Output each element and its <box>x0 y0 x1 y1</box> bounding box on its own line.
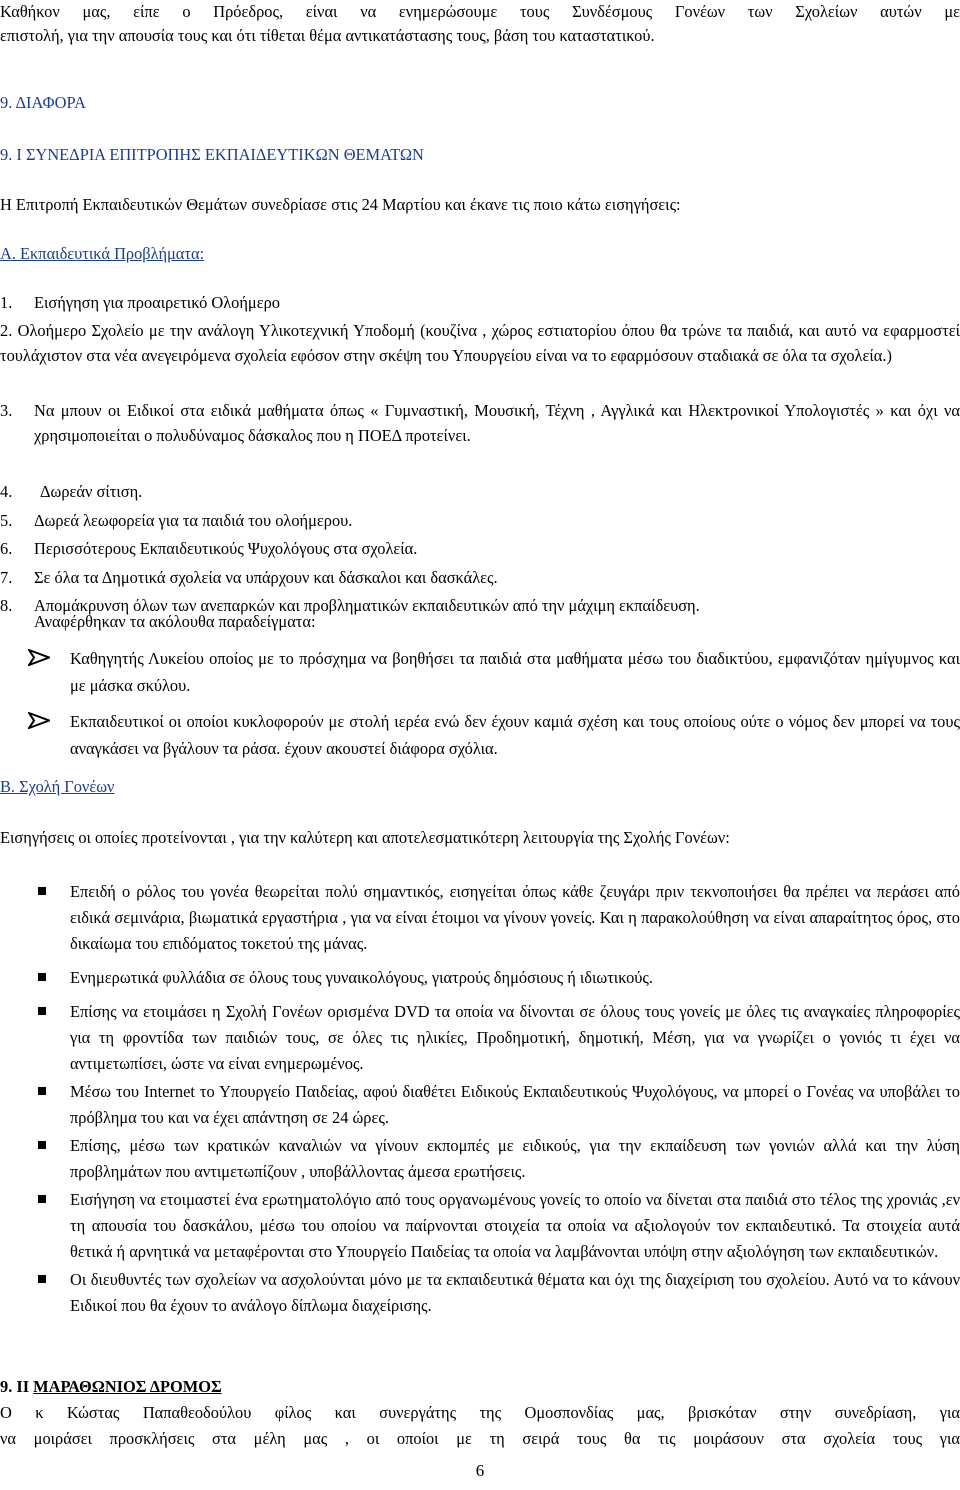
bullet-item <box>0 879 960 957</box>
list-item-text: Απομάκρυνση όλων των ανεπαρκών και προβληματικών εκπαιδευτικών από την μάχιμη εκπαίδευση. <box>34 596 700 615</box>
section-9-2-paragraph <box>0 1400 960 1452</box>
section-a-item-2 <box>0 318 960 368</box>
section-b-bullets <box>0 879 960 1319</box>
example-item <box>0 645 960 699</box>
bullet-text: Ενημερωτικά φυλλάδια σε όλους τους γυναικολόγους, γιατρούς δημόσιους ή ιδιωτικούς. <box>70 968 654 987</box>
section-b-intro: Εισηγήσεις οι οποίες προτείνονται , για την καλύτερη και αποτελεσματικότερη λειτουργία της Σχολής Γονέων: <box>0 828 730 847</box>
section-a-title: Α. Εκπαιδευτικά Προβλήματα: <box>0 244 205 263</box>
bullet-text: Επίσης να ετοιμάσει η Σχολή Γονέων ορισμένα DVD τα οποία να δίνονται σε όλους τους γονείς με όλες τις αναγκαίες πληροφορίες για τη φροντίδα των παιδιών τους, σε όλες τις ηλικίες, Προδημοτική, δημοτική, Μέση, για να γνωρίζει ο γονιός τι έχει να αντιμετωπίσει, ώστε να είναι ενημερωμένος. <box>70 1002 960 1073</box>
example-text: Καθηγητής Λυκείου οποίος με το πρόσχημα να βοηθήσει τα παιδιά στα μαθήματα μέσω του διαδικτύου, εμφανιζόταν ημίγυμνος και με μάσκα σκύλου. <box>70 649 960 695</box>
bullet-text: Μέσω του Internet το Υπουργείο Παιδείας, αφού διαθέτει Ειδικούς Εκπαιδευτικούς Ψυχολόγους, να μπορεί ο Γονέας να υποβάλει το πρόβλημα του και να έχει απάντηση σε 24 ώρες. <box>70 1082 960 1127</box>
section-9-2-prefix: 9. ΙΙ <box>0 1377 30 1396</box>
example-text: Εκπαιδευτικοί οι οποίοι κυκλοφορούν με στολή ιερέα ενώ δεν έχουν καμιά σχέση και τους οποίους ούτε ο νόμος δεν μπορεί να τους αναγκάσει να βγάλουν τα ράσα. έχουν ακουστεί διάφορα σχόλια. <box>70 712 960 758</box>
page-number: 6 <box>475 1461 485 1480</box>
list-item <box>0 318 960 368</box>
list-item-number: 5. <box>0 510 13 530</box>
section-9-2-line-2: να μοιράσει προσκλήσεις στα μέλη μας , οι οποίοι με τη σειρά τους θα τις μοιράσουν στα σχολεία τους για <box>0 1429 960 1448</box>
intro-line-1: Καθήκον μας, είπε ο Πρόεδρος, είναι να ενημερώσουμε τους Συνδέσμους Γονέων των Σχολείων αυτών με <box>0 2 960 21</box>
bullet-text: Εισήγηση να ετοιμαστεί ένα ερωτηματολόγιο από τους οργανωμένους γονείς το οποίο να δίνεται στα παιδιά στο τέλος της χρονιάς ,εν τη απουσία του δασκάλου, μέσω του οποίου να παίρνονται στοιχεία τα οποία να αξιολογούν τον εκπαιδευτικό. Τα στοιχεία αυτά θετικά ή αρνητικά να μεταφέρονται στο Υπουργείο Παιδείας τα οποία να λαμβάνονται υπόψη στην αξιολόγηση των εκπαιδευτικών. <box>70 1190 960 1261</box>
intro-line-2: επιστολή, για την απουσία τους και ότι τίθεται θέμα αντικατάστασης τους, βάση του καταστατικού. <box>0 26 655 45</box>
arrow-bullet-icon <box>28 649 50 666</box>
section-9-2-title: ΜΑΡΑΘΩΝΙΟΣ ΔΡΟΜΟΣ <box>33 1377 222 1396</box>
section-9-2-heading <box>0 1375 960 1399</box>
list-item-text: Δωρεάν σίτιση. <box>40 482 143 501</box>
list-item-number: 4. <box>0 482 13 501</box>
bullet-text: Οι διευθυντές των σχολείων να ασχολούνται μόνο με τα εκπαιδευτικά θέματα και όχι της διαχείριση του σχολείου. Αυτό να το κάνουν Ειδικοί που θα έχουν το ανάλογο δίπλωμα διαχείρισης. <box>70 1270 960 1315</box>
bullet-item <box>0 999 960 1077</box>
list-item-number: 6. <box>0 539 13 558</box>
bullet-text: Επειδή ο ρόλος του γονέα θεωρείται πολύ σημαντικός, εισηγείται όπως κάθε ζευγάρι πριν τεκνοποιήσει θα πρέπει να περάσει από ειδικά σεμινάρια, βιωματικά εργαστήρια , για να είναι έτοιμοι να γίνουν γονείς. Και η παρακολούθηση να είναι απαραίτητος όρος, στο δικαίωμα του επιδόματος τοκετού της μάνας. <box>70 882 960 953</box>
list-item <box>0 535 960 564</box>
list-item-text: Ολοήμερο Σχολείο με την ανάλογη Υλικοτεχνική Υποδομή (κουζίνα , χώρος εστιατορίου όπου θα τρώνε τα παιδιά, και αυτό να εφαρμοστεί τουλάχιστον στα νέα ανεγειρόμενα σχολεία εφόσον στην σκέψη του Υπουργείου είναι να το εφαρμόσουν σταδιακά σε όλα τα σχολεία.) <box>0 321 960 365</box>
section-9-2-line-1: Ο κ Κώστας Παπαθεοδούλου φίλος και συνεργάτης της Ομοσπονδίας μας, βρισκόταν στην συνεδρίαση, για <box>0 1403 960 1422</box>
list-item-text: Σε όλα τα Δημοτικά σχολεία να υπάρχουν και δάσκαλοι και δασκάλες. <box>34 567 498 587</box>
bullet-item <box>0 965 960 991</box>
list-item-text: Εισήγηση για προαιρετικό Ολοήμερο <box>34 293 280 312</box>
list-item <box>0 564 960 593</box>
examples-intro: Αναφέρθηκαν τα ακόλουθα παραδείγματα: <box>34 612 316 631</box>
example-item <box>0 708 960 762</box>
square-bullet-icon <box>38 1007 46 1015</box>
bullet-item <box>0 1187 960 1265</box>
square-bullet-icon <box>38 1275 46 1283</box>
list-item-number: 2. <box>0 321 13 340</box>
bullet-item <box>0 1133 960 1185</box>
section-9-heading: 9. ΔΙΑΦΟΡΑ <box>0 93 86 112</box>
section-a-items-4-8 <box>0 478 960 621</box>
list-item-text: Να μπουν οι Ειδικοί στα ειδικά μαθήματα όπως « Γυμναστική, Μουσική, Τέχνη , Αγγλικά και Ηλεκτρονικοί Υπολογιστές » και όχι να χρησιμοποιείται ο πολυδύναμος δάσκαλος που η ΠΟΕΔ προτείνει. <box>34 401 960 445</box>
intro-paragraph <box>0 0 960 48</box>
list-item <box>0 507 960 536</box>
section-a-list <box>0 291 960 315</box>
examples-list <box>0 645 960 762</box>
square-bullet-icon <box>38 1087 46 1095</box>
bullet-item <box>0 1079 960 1131</box>
square-bullet-icon <box>38 973 46 981</box>
square-bullet-icon <box>38 1195 46 1203</box>
list-item-number: 3. <box>0 401 13 420</box>
list-item-text: Δωρεά λεωφορεία για τα παιδιά του ολοήμερου. <box>34 510 353 530</box>
list-item-text: Περισσότερους Εκπαιδευτικούς Ψυχολόγους στα σχολεία. <box>34 539 418 558</box>
section-a-item-3 <box>0 398 960 448</box>
square-bullet-icon <box>38 1141 46 1149</box>
section-9-subheading: 9. Ι ΣΥΝΕΔΡΙΑ ΕΠΙΤΡΟΠΗΣ ΕΚΠΑΙΔΕΥΤΙΚΩΝ ΘΕΜΑΤΩΝ <box>0 145 424 164</box>
bullet-text: Επίσης, μέσω των κρατικών καναλιών να γίνουν εκπομπές με ειδικούς, για την εκπαίδευση των γονιών αλλά και την λύση προβλημάτων που αντιμετωπίζουν , υποβάλλοντας άμεσα ερωτήσεις. <box>70 1136 960 1181</box>
list-item <box>0 478 960 507</box>
section-b-title: Β. Σχολή Γονέων <box>0 777 115 796</box>
list-item <box>0 291 960 315</box>
section-9-summary: Η Επιτροπή Εκπαιδευτικών Θεμάτων συνεδρίασε στις 24 Μαρτίου και έκανε τις ποιο κάτω εισηγήσεις: <box>0 195 681 214</box>
list-item-number: 7. <box>0 567 13 587</box>
list-item <box>0 398 960 448</box>
arrow-bullet-icon <box>28 712 50 729</box>
bullet-item <box>0 1267 960 1319</box>
square-bullet-icon <box>38 887 46 895</box>
list-item-number: 1. <box>0 293 13 312</box>
list-item-number: 8. <box>0 596 13 615</box>
